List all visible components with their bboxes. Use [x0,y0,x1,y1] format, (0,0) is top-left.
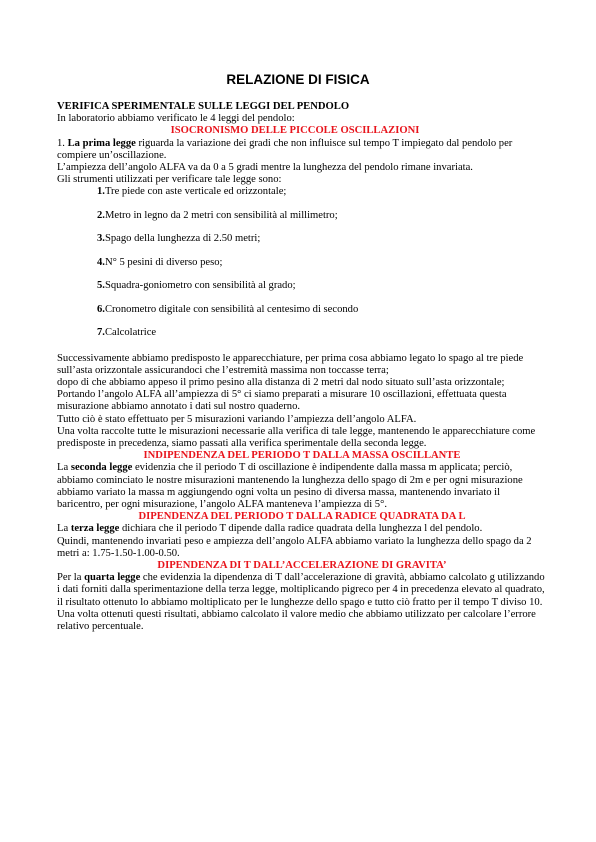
list-number: 5. [97,280,105,292]
list-text: N° 5 pesini di diverso peso; [104,256,223,268]
paragraph-average: Una volta ottenuti questi risultati, abbiamo calcolato il valore medio che abbiamo utilizzato per calcolare l’errore relativo percentuale. [57,608,536,633]
instruments-list [57,186,547,339]
paragraph-fourth-law [57,572,547,609]
paragraph-prefix: 1. [57,137,68,149]
paragraph-instruments-intro: Gli strumenti utilizzati per verificare tale legge sono: [57,174,282,186]
section-heading-2: INDIPENDENZA DEL PERIODO T DALLA MASSA OSCILLANTE [143,450,461,462]
second-law-label: seconda legge [70,462,133,474]
list-text: Squadra-goniometro con sensibilità al grado; [104,280,296,292]
list-item [97,327,547,339]
list-number: 3. [97,233,105,245]
paragraph-transition: Una volta raccolte tutte le misurazioni necessarie alla verifica di tale legge, mantenendo le apparecchiature come predisposte in precedenza, siamo passati alla verifica sperimentale della seconda legge. [57,425,536,450]
list-number: 2. [97,209,105,221]
paragraph-second-law [57,462,547,511]
intro-paragraph: In laboratorio abbiamo verificato le 4 leggi del pendolo: [57,113,295,125]
document-title: RELAZIONE DI FISICA [226,72,370,87]
list-item [97,257,547,269]
subtitle: VERIFICA SPERIMENTALE SULLE LEGGI DEL PENDOLO [57,101,350,112]
list-text: Spago della lunghezza di 2.50 metri; [104,233,261,245]
paragraph-setup: Successivamente abbiamo predisposto le apparecchiature, per prima cosa abbiamo legato lo spago al tre piede sull’asta orizzontale assicurandoci che l’estremità massima non toccasse terra; [57,352,524,376]
paragraph-first-law [57,138,547,162]
third-law-text: dichiara che il periodo T dipende dalla radice quadrata della lunghezza l del pendolo. [119,523,483,535]
list-item [97,210,547,222]
paragraph-prefix: La [57,462,71,474]
fourth-law-text: che evidenzia la dipendenza di T dall’accelerazione di gravità, abbiamo calcolato g utilizzando i dati forniti dalla sperimentazione della terza legge, moltiplicando pigreco per 4 in precedenza elevato al quadrato, il risultato ottenuto lo abbiamo moltiplicato per le lunghezze dello spago e tutto ciò fratto per il tempo T diviso 10. [57,572,545,608]
paragraph-third-law [57,523,547,535]
third-law-label: terza legge [70,523,120,535]
list-text: Cronometro digitale con sensibilità al centesimo di secondo [104,303,359,315]
fourth-law-label: quarta legge [84,572,141,584]
list-text: Tre piede con aste verticale ed orizzontale; [104,186,287,198]
list-number: 7. [97,327,105,339]
list-item [97,233,547,245]
paragraph-angle-range: L’ampiezza dell’angolo ALFA va da 0 a 5 gradi mentre la lunghezza del pendolo rimane invariata. [57,162,473,174]
first-law-text: riguarda la variazione dei gradi che non influisce sul tempo T impiegato dal pendolo per compiere un’oscillazione. [57,137,513,161]
paragraph-five-measures: Tutto ciò è stato effettuato per 5 misurazioni variando l’ampiezza dell’angolo ALFA. [57,413,417,425]
paragraph-prefix: La [57,523,71,535]
section-heading-4: DIPENDENZA DI T DALL’ACCELERAZIONE DI GRAVITA’ [157,560,447,572]
list-text: Calcolatrice [104,327,157,339]
document-body [57,101,547,633]
list-item [97,304,547,316]
section-heading-3: DIPENDENZA DEL PERIODO T DALLA RADICE QUADRATA DA L [138,511,466,523]
paragraph-lengths: Quindi, mantenendo invariati peso e ampiezza dell’angolo ALFA abbiamo variato la lunghezza dello spago da 2 metri a: 1.75-1.50-1.00-0.50. [57,535,532,559]
list-item [97,280,547,292]
paragraph-measure: Portando l’angolo ALFA all’ampiezza di 5° ci siamo preparati a misurare 10 oscillazioni, effettuata questa misurazione abbiamo annotato i dati sul nostro quaderno. [57,389,507,413]
paragraph-first-weight: dopo di che abbiamo appeso il primo pesino alla distanza di 2 metri dal nodo situato sull’asta orizzontale; [57,377,505,389]
list-number: 4. [97,256,105,268]
list-item [97,186,547,198]
list-number: 6. [97,303,105,315]
list-number: 1. [97,186,105,198]
section-heading-1: ISOCRONISMO DELLE PICCOLE OSCILLAZIONI [170,125,420,137]
paragraph-prefix: Per la [57,572,85,584]
list-text: Metro in legno da 2 metri con sensibilità al millimetro; [104,209,338,221]
first-law-label: La prima legge [67,137,136,149]
second-law-text: evidenzia che il periodo T di oscillazione è indipendente dalla massa m applicata; perciò, abbiamo cominciato le nostre misurazioni mantenendo la lunghezza dello spago di 2m e per ogni misurazione abbiamo variato la massa m aggiungendo ogni volta un pesino di diversa massa, mantenendo invariato il baricentro, per ogni misurazione, l’angolo ALFA manteneva l’ampiezza di 5°. [57,462,523,511]
